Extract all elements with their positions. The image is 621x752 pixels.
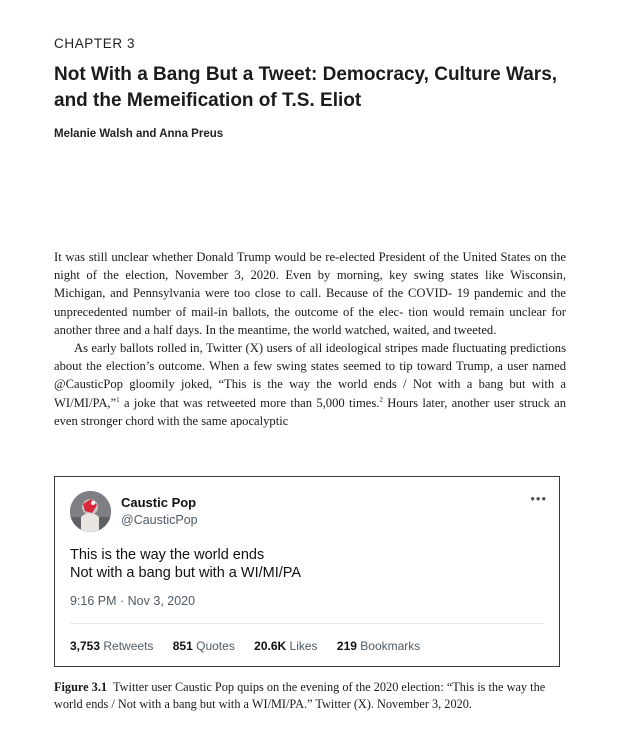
paragraph-1 [54, 248, 566, 339]
bookmarks-label: Bookmarks [360, 639, 421, 653]
retweets-label: Retweets [103, 639, 154, 653]
paragraph-2 [54, 339, 566, 430]
bookmarks-stat[interactable] [337, 639, 420, 653]
paragraph-2-line: As early ballots rolled in, Twitter (X) users of all ideological stripes made fluctuating [74, 341, 507, 356]
likes-label: Likes [289, 639, 318, 653]
quotes-count: 851 [172, 639, 193, 653]
paragraph-1-line: It was still unclear whether Donald Trump would be re-elected President of the United [54, 250, 497, 264]
ellipsis-icon[interactable]: ••• [530, 491, 547, 506]
footnote-ref-2[interactable]: 2 [379, 395, 383, 404]
paragraph-2-line: predictions about the election’s outcome. When a few swing states seemed to tip toward [54, 341, 566, 374]
tweet-embed [54, 476, 560, 667]
paragraph-1-line: States on the night of the election, November 3, 2020. Even by morning, key swing states [54, 250, 566, 283]
footnote-ref-1[interactable]: 1 [116, 395, 120, 404]
figure-label: Figure 3.1 [54, 680, 108, 694]
retweets-count: 3,753 [70, 639, 101, 653]
authors: Melanie Walsh and Anna Preus [54, 128, 224, 140]
figure-caption [54, 679, 566, 713]
chapter-title-line-1: Not With a Bang But a Tweet: Democracy, Culture Wars, [54, 64, 558, 85]
quotes-label: Quotes [196, 639, 235, 653]
paragraph-1-line: 19 pandemic and the unprecedented number of mail-in ballots, the outcome of the elec- [54, 286, 566, 319]
bookmarks-count: 219 [336, 639, 357, 653]
paragraph-1-line: tion would remain unclear for another three and a half days. In the meantime, the world [54, 304, 567, 337]
tweet-display-name[interactable]: Caustic Pop [121, 495, 197, 510]
paragraph-1-line: watched, waited, and tweeted. [344, 322, 497, 337]
tweet-text-line: Not with a bang but with a WI/MI/PA [70, 565, 302, 581]
paragraph-2-line: Hours later, another user struck an even stronger chord with the same apocalyptic [54, 395, 566, 428]
chapter-label: CHAPTER 3 [54, 36, 136, 51]
tweet-text [70, 546, 301, 582]
paragraph-1-line: like Wisconsin, Michigan, and Pennsylvania were too close to call. Because of the COVID- [54, 268, 566, 301]
avatar-photo-icon [70, 491, 111, 532]
quotes-stat[interactable] [173, 639, 235, 653]
paragraph-2-line: a joke that was retweeted more than 5,000 times. [119, 395, 380, 410]
likes-stat[interactable] [254, 639, 317, 653]
chapter-title-line-2: and the Memeification of T.S. Eliot [54, 90, 362, 111]
likes-count: 20.6K [254, 639, 287, 653]
figure-caption-text: Twitter user Caustic Pop quips on the evening of the 2020 election: “This is the way the world ends / Not with a bang but with a WI/MI/PA.” Twitter (X). November 3, 2020. [54, 680, 546, 711]
tweet-text-line: This is the way the world ends [70, 547, 265, 563]
tweet-stats [70, 639, 436, 653]
chapter-title [54, 62, 574, 114]
paragraph-2-line: Trump, a user named @CausticPop gloomily joked, “This is the way the world ends / Not [54, 359, 566, 392]
retweets-stat[interactable] [70, 639, 153, 653]
paragraph-2-line: with a bang but with a WI/MI/PA,” [54, 377, 566, 410]
body-text [54, 248, 566, 430]
tweet-timestamp[interactable]: 9:16 PM · Nov 3, 2020 [70, 594, 196, 608]
tweet-divider [70, 623, 544, 624]
avatar[interactable] [70, 491, 111, 532]
tweet-handle[interactable]: @CausticPop [121, 513, 198, 527]
